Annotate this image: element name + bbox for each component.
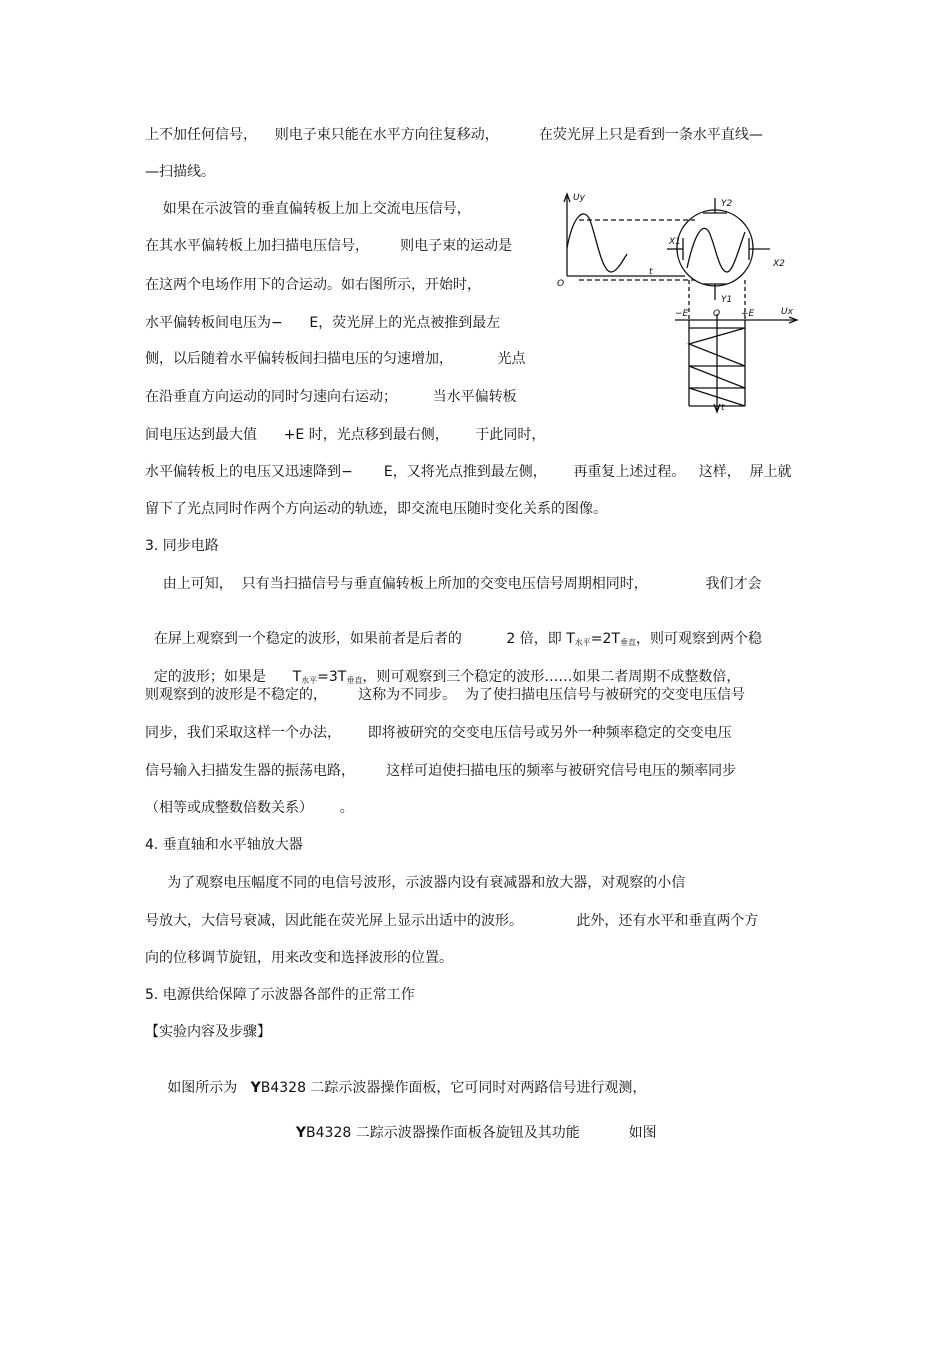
text-line: 号放大，大信号衰减，因此能在荧光屏上显示出适中的波形。 此外，还有水平和垂直两个方 [145,913,759,929]
text-line: 水平偏转板间电压为− E，荧光屏上的光点被推到最左 [145,315,501,331]
label-plus-e: +E [741,309,755,319]
text-line: 向的位移调节旋钮，用来改变和选择波形的位置。 [145,950,453,966]
text-run: ，则可观察到三个稳定的波形……如果二者周期不成整数倍， [362,669,741,685]
label-t: t [649,267,653,277]
label-y1: Y1 [721,295,733,305]
text-line: 在其水平偏转板上加扫描电压信号， 则电子束的运动是 [145,238,513,254]
label-minus-e: −E [675,309,689,319]
text-line: 信号输入扫描发生器的振荡电路， 这样可迫使扫描电压的频率与被研究信号电压的频率同步 [145,763,737,779]
oscilloscope-diagram [555,188,805,416]
text-line [145,650,740,690]
text-run: B4328 二踪示波器操作面板各旋钮及其功能 如图 [306,1125,657,1141]
text-run: B4328 二踪示波器操作面板，它可同时对两路信号进行观测， [260,1080,647,1096]
text-line: 由上可知， 只有当扫描信号与垂直偏转板上所加的交变电压信号周期相同时， 我们才会 [145,576,762,592]
section-heading: 【实验内容及步骤】 [145,1024,271,1040]
text-line: 间电压达到最大值 +E 时，光点移到最右侧， 于此同时， [145,427,546,443]
text-line: 如果在示波管的垂直偏转板上加上交流电压信号， [145,201,471,217]
label-y2: Y2 [721,199,733,209]
model-letter: Y [295,1125,307,1141]
label-uy: Uy [573,193,585,203]
text-line [145,612,762,652]
text-line: （相等或成整数倍数关系） 。 [145,800,354,816]
section-title: 5. 电源供给保障了示波器各部件的正常工作 [145,987,415,1003]
text-line: —扫描线。 [145,164,215,180]
text-line: 留下了光点同时作两个方向运动的轨迹，即交流电压随时变化关系的图像。 [145,501,607,517]
text-line [145,1061,646,1097]
label-o: O [713,309,721,319]
text-run: ，则可观察到两个稳 [635,631,762,647]
section-title: 3. 同步电路 [145,538,219,554]
text-line: 为了观察电压幅度不同的电信号波形，示波器内设有衰减器和放大器，对观察的小信 [145,875,686,891]
sine-wave-screen [687,228,745,272]
text-line: 水平偏转板上的电压又迅速降到− E，又将光点推到最左侧， 再重复上述过程。 这样， 屏上就 [145,464,792,480]
model-letter: Y [250,1080,261,1096]
subscript: 垂直 [346,676,363,685]
label-t-down: t [721,403,725,413]
label-ux: Ux [781,307,793,317]
text-run: =2T [590,631,620,647]
text-line [287,1106,657,1142]
label-x2: X2 [773,259,785,269]
subscript: 垂直 [619,638,636,647]
sine-wave-left [567,214,627,272]
text-run: =3T [317,669,347,685]
text-run: 定的波形；如果是 T [153,669,302,685]
text-run: 在屏上观察到一个稳定的波形，如果前者是后者的 2 倍，即 T [153,631,575,647]
text-run: 如图所示为 [153,1080,251,1096]
text-line: 侧，以后随着水平偏转板间扫描电压的匀速增加， 光点 [145,351,526,367]
text-line: 则观察到的波形是不稳定的， 这称为不同步。 为了使扫描电压信号与被研究的交变电压信号 [145,687,746,703]
label-x1: X1 [669,237,681,247]
section-title: 4. 垂直轴和水平轴放大器 [145,837,303,853]
subscript: 水平 [574,638,591,647]
text-line: 在这两个电场作用下的合运动。如右图所示，开始时， [145,277,481,293]
text-line: 在沿垂直方向运动的同时匀速向右运动； 当水平偏转板 [145,389,517,405]
subscript: 水平 [301,676,318,685]
label-o-left: O [557,279,565,289]
text-line: 上不加任何信号， 则电子束只能在水平方向往复移动， 在荧光屏上只是看到一条水平直线— [145,127,763,143]
text-line: 同步，我们采取这样一个办法， 即将被研究的交变电压信号或另外一种频率稳定的交变电压 [145,725,732,741]
